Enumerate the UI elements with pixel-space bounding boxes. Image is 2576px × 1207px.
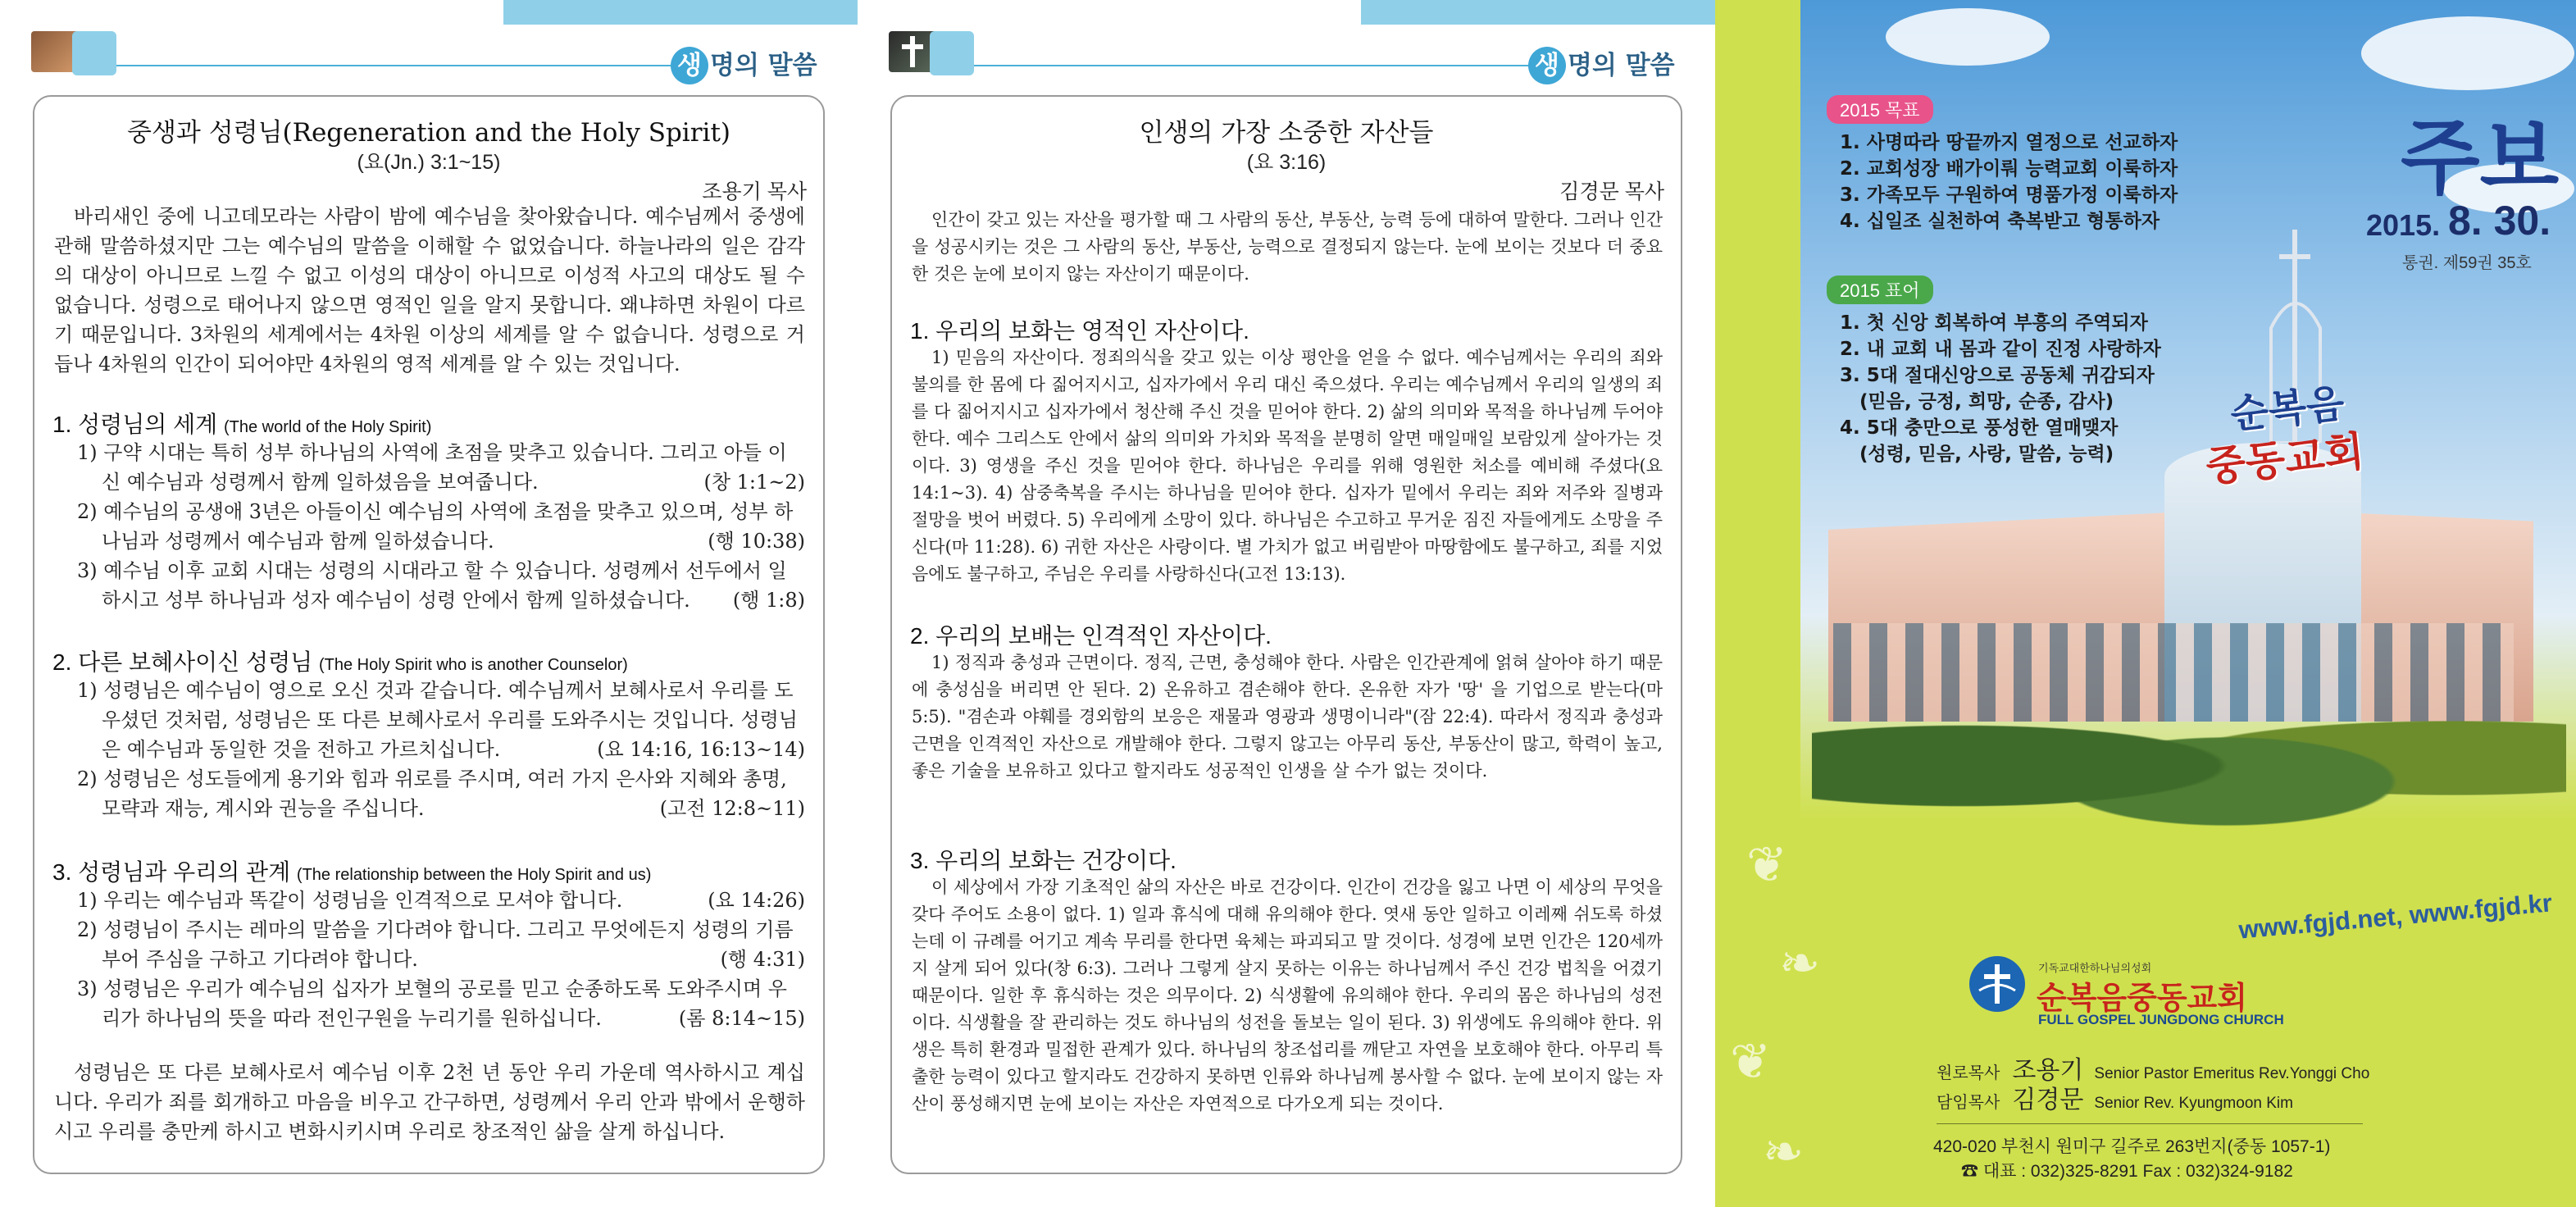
- section-heading: 3. 성령님과 우리의 관계 (The relationship between the Holy Spirit and us): [52, 859, 652, 885]
- top-accent-bar: [503, 0, 858, 25]
- section-heading: 3. 우리의 보화는 건강이다.: [910, 848, 1176, 873]
- church-sign-top: 순복음: [2228, 380, 2347, 439]
- date-monthday: 8. 30.: [2448, 198, 2551, 244]
- list-item: 1) 구약 시대는 특히 성부 하나님의 사역에 초점을 맞추고 있습니다. 그리고 아들 이신 예수님과 성령께서 함께 일하셨음을 보여줍니다. (창 1:1~2): [77, 441, 805, 494]
- section-heading: 2. 우리의 보배는 인격적인 자산이다.: [910, 623, 1272, 649]
- sermon-intro: 바리새인 중에 니고데모라는 사람이 밤에 예수님을 찾아왔습니다. 예수님께서 중생에 관해 말씀하셨지만 그는 예수님의 말씀을 이해할 수 없었습니다. 하늘나라의 일은 감각의 대상이 아니므로 느낄 수 없고 이성의 대상이 아니므로 이성적 사고의 대상도 될 수 없습니다. 성령으로 태어나지 않으면 영적인 일을 알지 못합니다. 왜냐하면 차원이 다르기 때문입니다. 3차원의 세계에서는 4차원 이상의 세계를 알 수 없습니다. 성령으로 거듭나 4차원의 인간이 되어야만 4차원의 영적 세계를 알 수 있는 것입니다.: [54, 205, 805, 376]
- motto-list: 1. 첫 신앙 회복하여 부흥의 주역되자 2. 내 교회 내 몸과 같이 진정 사랑하자 3. 5대 절대신앙으로 공동체 귀감되자 (믿음, 긍정, 희망, 순종, 감사) 4. 5대 충만으로 풍성한 열매맺자 (성령, 믿음, 사랑, 말씀, 능력): [1840, 312, 2161, 465]
- sermon-author: 조용기 목사: [702, 180, 807, 203]
- list-item: 1) 우리는 예수님과 똑같이 성령님을 인격적으로 모셔야 합니다. (요 14:26): [77, 889, 805, 912]
- header-box: [72, 31, 116, 75]
- sermon-closing: 성령님은 또 다른 보혜사로서 예수님 이후 2천 년 동안 우리 가운데 역사하시고 계십니다. 우리가 죄를 회개하고 마음을 비우고 간구하면, 성령께서 우리 안과 밖에서 운행하시고 우리를 충만케 하시고 변화시키시며 우리로 창조적인 삶을 살게 하십니다.: [54, 1061, 805, 1143]
- sermon-title: 인생의 가장 소중한 자산들: [1139, 118, 1434, 148]
- goal-list: 1. 사명따라 땅끝까지 열정으로 선교하자 2. 교회성장 배가이뤄 능력교회 이룩하자 3. 가족모두 구원하여 명품가정 이룩하자 4. 십일조 실천하여 축복받고 형통하자: [1840, 132, 2178, 232]
- section-title: 생 명의 말씀: [671, 44, 817, 84]
- date-year: 2015.: [2366, 208, 2441, 242]
- sermon1-panel: [0, 0, 858, 1207]
- vine-ornament: ❧: [1779, 935, 1821, 992]
- vine-ornament: ❦: [1746, 836, 1788, 894]
- staff-row: 원로목사 조용기 Senior Pastor Emeritus Rev.Yonggi Cho: [1937, 1056, 2370, 1085]
- list-item: 2) 성령님이 주시는 레마의 말씀을 기다려야 합니다. 그리고 무엇에든지 성령의 기름 부어 주심을 구하고 기다려야 합니다. (행 4:31): [77, 918, 805, 971]
- vine-ornament: ❦: [1730, 1033, 1772, 1091]
- section-body: 이 세상에서 가장 기초적인 삶의 자산은 바로 건강이다. 인간이 건강을 잃고 나면 이 세상의 무엇을 갖다 주어도 소용이 없다. 1) 일과 휴식에 대해 유의해야 한다. 엿새 동안 일하고 이레째 쉬도록 하셨는데 이 규례를 어기고 계속 무리를 한다면 육체는 파괴되고 말 것이다. 성경에 보면 인간은 120세까지 살게 되어 있다(창 6:3). 그러나 그렇게 살지 못하는 이유는 하나님께서 주신 건강 법칙을 어겼기 때문이다. 일한 후 휴식하는 것은 의무이다. 2) 식생활에 유의해야 한다. 우리의 몸은 하나님의 성전이다. 식생활을 잘 관리하는 것도 하나님의 성전을 돌보는 일이 된다. 3) 위생에도 유의해야 한다. 위생은 특히 환경과 밀접한 관계가 있다. 하나님의 창조섭리를 깨닫고 자연을 보호해야 한다. 아무리 특출한 능력이 있다고 할지라도 건강하지 못하면 인류와 하나님께 봉사할 수 없다. 눈에 보이지 않는 자산이 풍성해지면 눈에 보이는 자산은 자연적으로 다가오게 되는 것이다.: [912, 877, 1663, 1114]
- sermon2-panel: [858, 0, 1715, 1207]
- staff-row: 담임목사 김경문 Senior Rev. Kyungmoon Kim: [1937, 1086, 2293, 1114]
- header-rule: [116, 65, 682, 66]
- logo-english-name: FULL GOSPEL JUNGDONG CHURCH: [2038, 1012, 2284, 1027]
- list-item: 3) 성령님은 우리가 예수님의 십자가 보혈의 공로를 믿고 순종하도록 도와주시며 우리가 하나님의 뜻을 따라 전인구원을 누리기를 원하십니다. (롬 8:14~15): [77, 977, 805, 1030]
- list-item: 3) 예수님 이후 교회 시대는 성령의 시대라고 할 수 있습니다. 성령께서 선두에서 일하시고 성부 하나님과 성자 예수님이 성령 안에서 함께 일하셨습니다. (행 1:8): [77, 559, 805, 612]
- goal-tag: 2015 목표: [1827, 95, 1933, 124]
- motto-tag: 2015 표어: [1827, 276, 1933, 304]
- cloud: [1886, 8, 2050, 66]
- sermon-reference: (요(Jn.) 3:1~15): [357, 151, 501, 174]
- header-box: [930, 31, 974, 75]
- list-item: 2) 예수님의 공생애 3년은 아들이신 예수님의 사역에 초점을 맞추고 있으며, 성부 하나님과 성령께서 예수님과 함께 일하셨습니다. (행 10:38): [77, 500, 805, 553]
- sermon-author: 김경문 목사: [1559, 180, 1664, 203]
- church-logo-icon: [1968, 954, 2027, 1013]
- section-heading: 1. 성령님의 세계 (The world of the Holy Spirit): [52, 412, 432, 437]
- vine-ornament: ❧: [1763, 1123, 1805, 1181]
- jubo-title: 주보: [2401, 110, 2560, 206]
- logo-church-name: 순복음중동교회: [2037, 980, 2247, 1016]
- list-item: 2) 성령님은 성도들에게 용기와 힘과 위로를 주시며, 여러 가지 은사와 지혜와 총명, 모략과 재능, 계시와 권능을 주십니다. (고전 12:8~11): [77, 767, 805, 820]
- section-heading: 2. 다른 보혜사이신 성령님 (The Holy Spirit who is another Counselor): [52, 649, 628, 675]
- church-sign-bottom: 중동교회: [2203, 427, 2367, 491]
- church-phone: ☎ 대표 : 032)325-8291 Fax : 032)324-9182: [1961, 1162, 2293, 1181]
- section-body: 1) 정직과 충성과 근면이다. 정직, 근면, 충성해야 한다. 사람은 인간관계에 얽혀 살아야 하기 때문에 충성심을 버리면 안 된다. 2) 온유하고 겸손해야 한다. 온유한 자가 '땅' 을 기업으로 받는다(마 5:5). "겸손과 야훼를 경외함의 보응은 재물과 영광과 생명이니라"(잠 22:4). 따라서 정직과 충성과 근면을 인격적인 자산으로 개발해야 한다. 그렇지 않고는 아무리 동산, 부동산이 많고, 학력이 높고, 좋은 기술을 보유하고 있다고 할지라도 성공적인 인생을 살 수가 없는 것이다.: [912, 653, 1663, 781]
- address-divider: [1937, 1123, 2363, 1124]
- church-address: 420-020 부천시 원미구 길주로 263번지(중동 1057-1): [1933, 1137, 2331, 1156]
- sermon2-box: [890, 95, 1682, 1174]
- sermon-title: 중생과 성령님(Regeneration and the Holy Spirit): [127, 118, 730, 148]
- trees: [1812, 672, 2566, 828]
- website-url[interactable]: www.fgjd.net, www.fgjd.kr: [2237, 888, 2554, 945]
- sermon-reference: (요 3:16): [1246, 151, 1327, 174]
- section-heading: 1. 우리의 보화는 영적인 자산이다.: [910, 318, 1249, 344]
- volume-number: 통권. 제59권 35호: [2402, 254, 2532, 272]
- logo-denomination: 기독교대한하나님의성회: [2038, 963, 2152, 975]
- top-accent-bar: [1361, 0, 1715, 25]
- section-body: 1) 믿음의 자산이다. 정죄의식을 갖고 있는 이상 평안을 얻을 수 없다. 예수님께서는 우리의 죄와 불의를 한 몸에 다 짊어지시고, 십자가에서 우리 대신 죽으셨다. 우리는 예수님께서 우리의 일생의 죄를 다 짊어지시고 십자가에서 청산해 주신 것을 믿어야 한다. 2) 삶의 의미와 목적을 하나님께 두어야 한다. 예수 그리스도 안에서 삶의 의미와 가치와 목적을 분명히 알면 매일매일 보람있게 살아가는 것이다. 3) 영생을 주신 것을 믿어야 한다. 하나님은 우리를 위해 영원한 처소를 예비해 주셨다(요 14:1~3). 4) 삼중축복을 주시는 하나님을 믿어야 한다. 십자가 밑에서 우리는 죄와 저주와 질병과 절망을 벗어 버렸다. 5) 우리에게 소망이 있다. 하나님은 수고하고 무거운 짐진 자들에게도 소망을 주신다(마 11:28). 6) 귀한 자산은 사랑이다. 별 가치가 없고 버림받아 마땅함에도 불구하고, 죄를 지었음에도 불구하고, 주님은 우리를 사랑하신다(고전 13:13).: [912, 348, 1663, 584]
- list-item: 1) 성령님은 예수님이 영으로 오신 것과 같습니다. 예수님께서 보혜사로서 우리를 도우셨던 것처럼, 성령님은 또 다른 보혜사로서 우리를 도와주시는 것입니다. 성령님은 예수님과 동일한 것을 전하고 가르치십니다. (요 14:16, 16:13~14): [77, 679, 805, 761]
- cloud: [2361, 16, 2574, 90]
- section-title: 생 명의 말씀: [1528, 44, 1675, 84]
- header-rule: [974, 65, 1540, 66]
- sermon-intro: 인간이 갖고 있는 자산을 평가할 때 그 사람의 동산, 부동산, 능력 등에 대하여 말한다. 그러나 인간을 성공시키는 것은 그 사람의 동산, 부동산, 능력으로 결정되지 않는다. 눈에 보이는 것보다 더 중요한 것은 눈에 보이지 않는 자산이기 때문이다.: [912, 210, 1663, 284]
- sermon1-box: [33, 95, 825, 1174]
